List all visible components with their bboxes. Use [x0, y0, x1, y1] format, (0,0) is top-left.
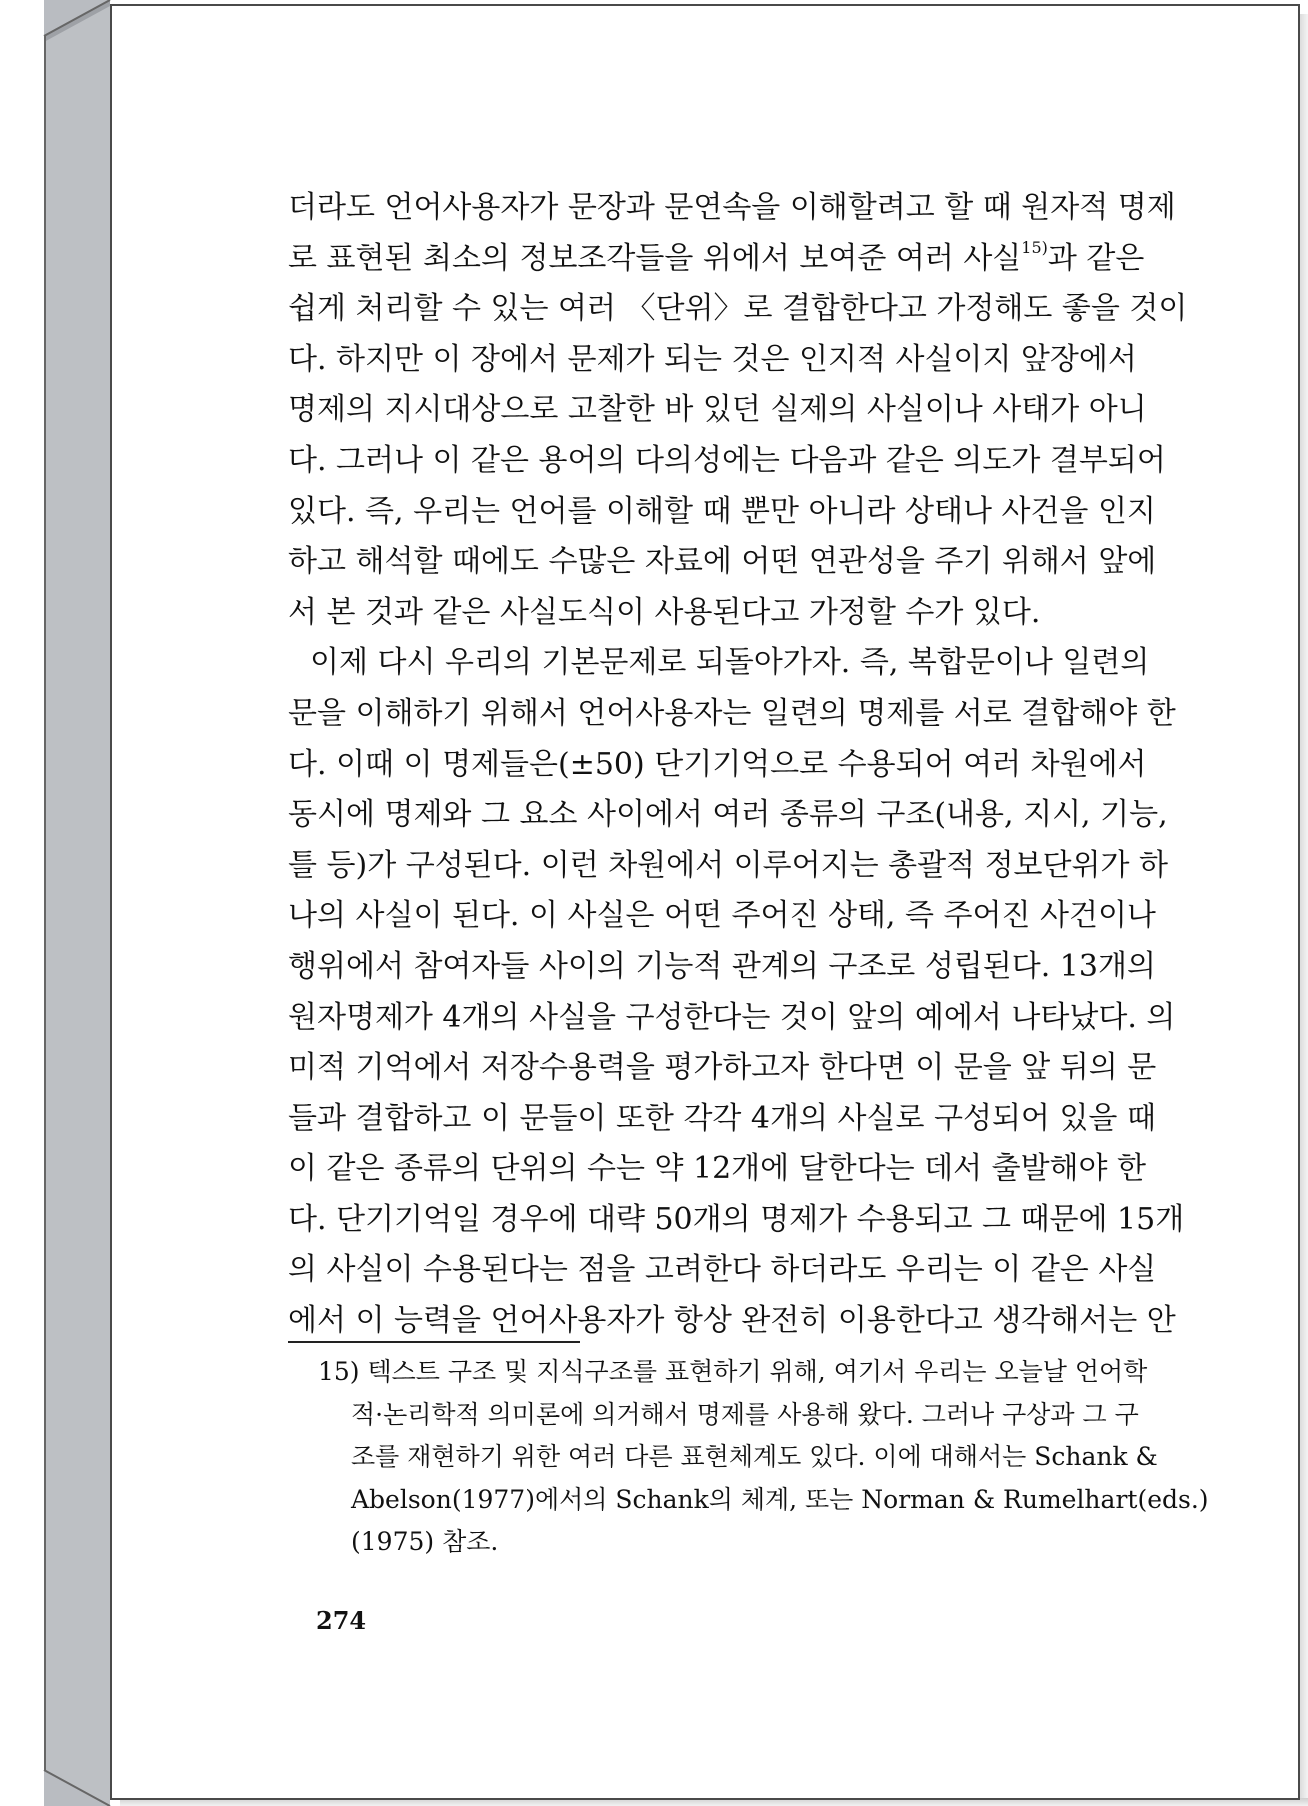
book-spine	[44, 0, 110, 1806]
body-line: 행위에서 참여자들 사이의 기능적 관계의 구조로 성립된다. 13개의	[288, 948, 1156, 984]
book-spine-shape	[44, 0, 110, 1806]
footnote-line: (1975) 참조.	[351, 1527, 499, 1556]
page-number: 274	[316, 1606, 367, 1635]
footnote-line: 적·논리학적 의미론에 의거해서 명제를 사용해 왔다. 그러나 구상과 그 구	[351, 1399, 1139, 1429]
body-line: 미적 기억에서 저장수용력을 평가하고자 한다면 이 문을 앞 뒤의 문	[288, 1050, 1157, 1086]
body-line: 나의 사실이 된다. 이 사실은 어떤 주어진 상태, 즉 주어진 사건이나	[288, 898, 1156, 934]
body-line: 다. 하지만 이 장에서 문제가 되는 것은 인지적 사실이지 앞장에서	[288, 341, 1137, 377]
body-line: 들과 결합하고 이 문들이 또한 각각 4개의 사실로 구성되어 있을 때	[288, 1100, 1156, 1136]
footnote-divider	[288, 1341, 580, 1343]
body-line: 틀 등)가 구성된다. 이런 차원에서 이루어지는 총괄적 정보단위가 하	[288, 847, 1168, 883]
body-text	[288, 183, 1188, 1347]
body-line: 쉽게 처리할 수 있는 여러 〈단위〉로 결합한다고 가정해도 좋을 것이	[288, 291, 1188, 327]
body-line: 이제 다시 우리의 기본문제로 되돌아가자. 즉, 복합문이나 일련의	[310, 645, 1150, 681]
body-line: 더라도 언어사용자가 문장과 문연속을 이해할려고 할 때 원자적 명제	[288, 190, 1176, 225]
body-line: 명제의 지시대상으로 고찰한 바 있던 실제의 사실이나 사태가 아니	[288, 392, 1147, 428]
body-line-text: 로 표현된 최소의 정보조각들을 위에서 보여준 여러 사실	[288, 240, 1022, 276]
body-line: 하고 해석할 때에도 수많은 자료에 어떤 연관성을 주기 위해서 앞에	[288, 544, 1157, 580]
body-line: 서 본 것과 같은 사실도식이 사용된다고 가정할 수가 있다.	[288, 594, 1041, 630]
body-line: 에서 이 능력을 언어사용자가 항상 완전히 이용한다고 생각해서는 안	[288, 1303, 1176, 1339]
footnote-line: 15) 텍스트 구조 및 지식구조를 표현하기 위해, 여기서 우리는 오늘날 언어학	[318, 1357, 1148, 1386]
body-line: 이 같은 종류의 단위의 수는 약 12개에 달한다는 데서 출발해야 한	[288, 1151, 1147, 1187]
footnote-line: 조를 재현하기 위한 여러 다른 표현체계도 있다. 이에 대해서는 Schank &	[351, 1442, 1158, 1471]
body-line: 다. 그러나 이 같은 용어의 다의성에는 다음과 같은 의도가 결부되어	[288, 442, 1166, 478]
body-line: 동시에 명제와 그 요소 사이에서 여러 종류의 구조(내용, 지시, 기능,	[288, 797, 1168, 833]
body-line: 다. 이때 이 명제들은(±50) 단기기억으로 수용되어 여러 차원에서	[288, 746, 1147, 782]
body-line: 다. 단기기억일 경우에 대략 50개의 명제가 수용되고 그 때문에 15개	[288, 1201, 1185, 1237]
body-line-with-footnote-ref	[288, 234, 1145, 285]
footnote-reference[interactable]: 15)	[1021, 237, 1048, 257]
body-line: 의 사실이 수용된다는 점을 고려한다 하더라도 우리는 이 같은 사실	[288, 1252, 1157, 1288]
body-line: 있다. 즉, 우리는 언어를 이해할 때 뿐만 아니라 상태나 사건을 인지	[288, 493, 1156, 529]
body-line: 원자명제가 4개의 사실을 구성한다는 것이 앞의 예에서 나타났다. 의	[288, 999, 1176, 1035]
body-line-tail: 과 같은	[1047, 240, 1145, 276]
footnote-line: Abelson(1977)에서의 Schank의 체계, 또는 Norman & Rumelhart(eds.)	[351, 1484, 1209, 1514]
body-line: 문을 이해하기 위해서 언어사용자는 일련의 명제를 서로 결합해야 한	[288, 695, 1176, 731]
footnote	[318, 1351, 1209, 1564]
